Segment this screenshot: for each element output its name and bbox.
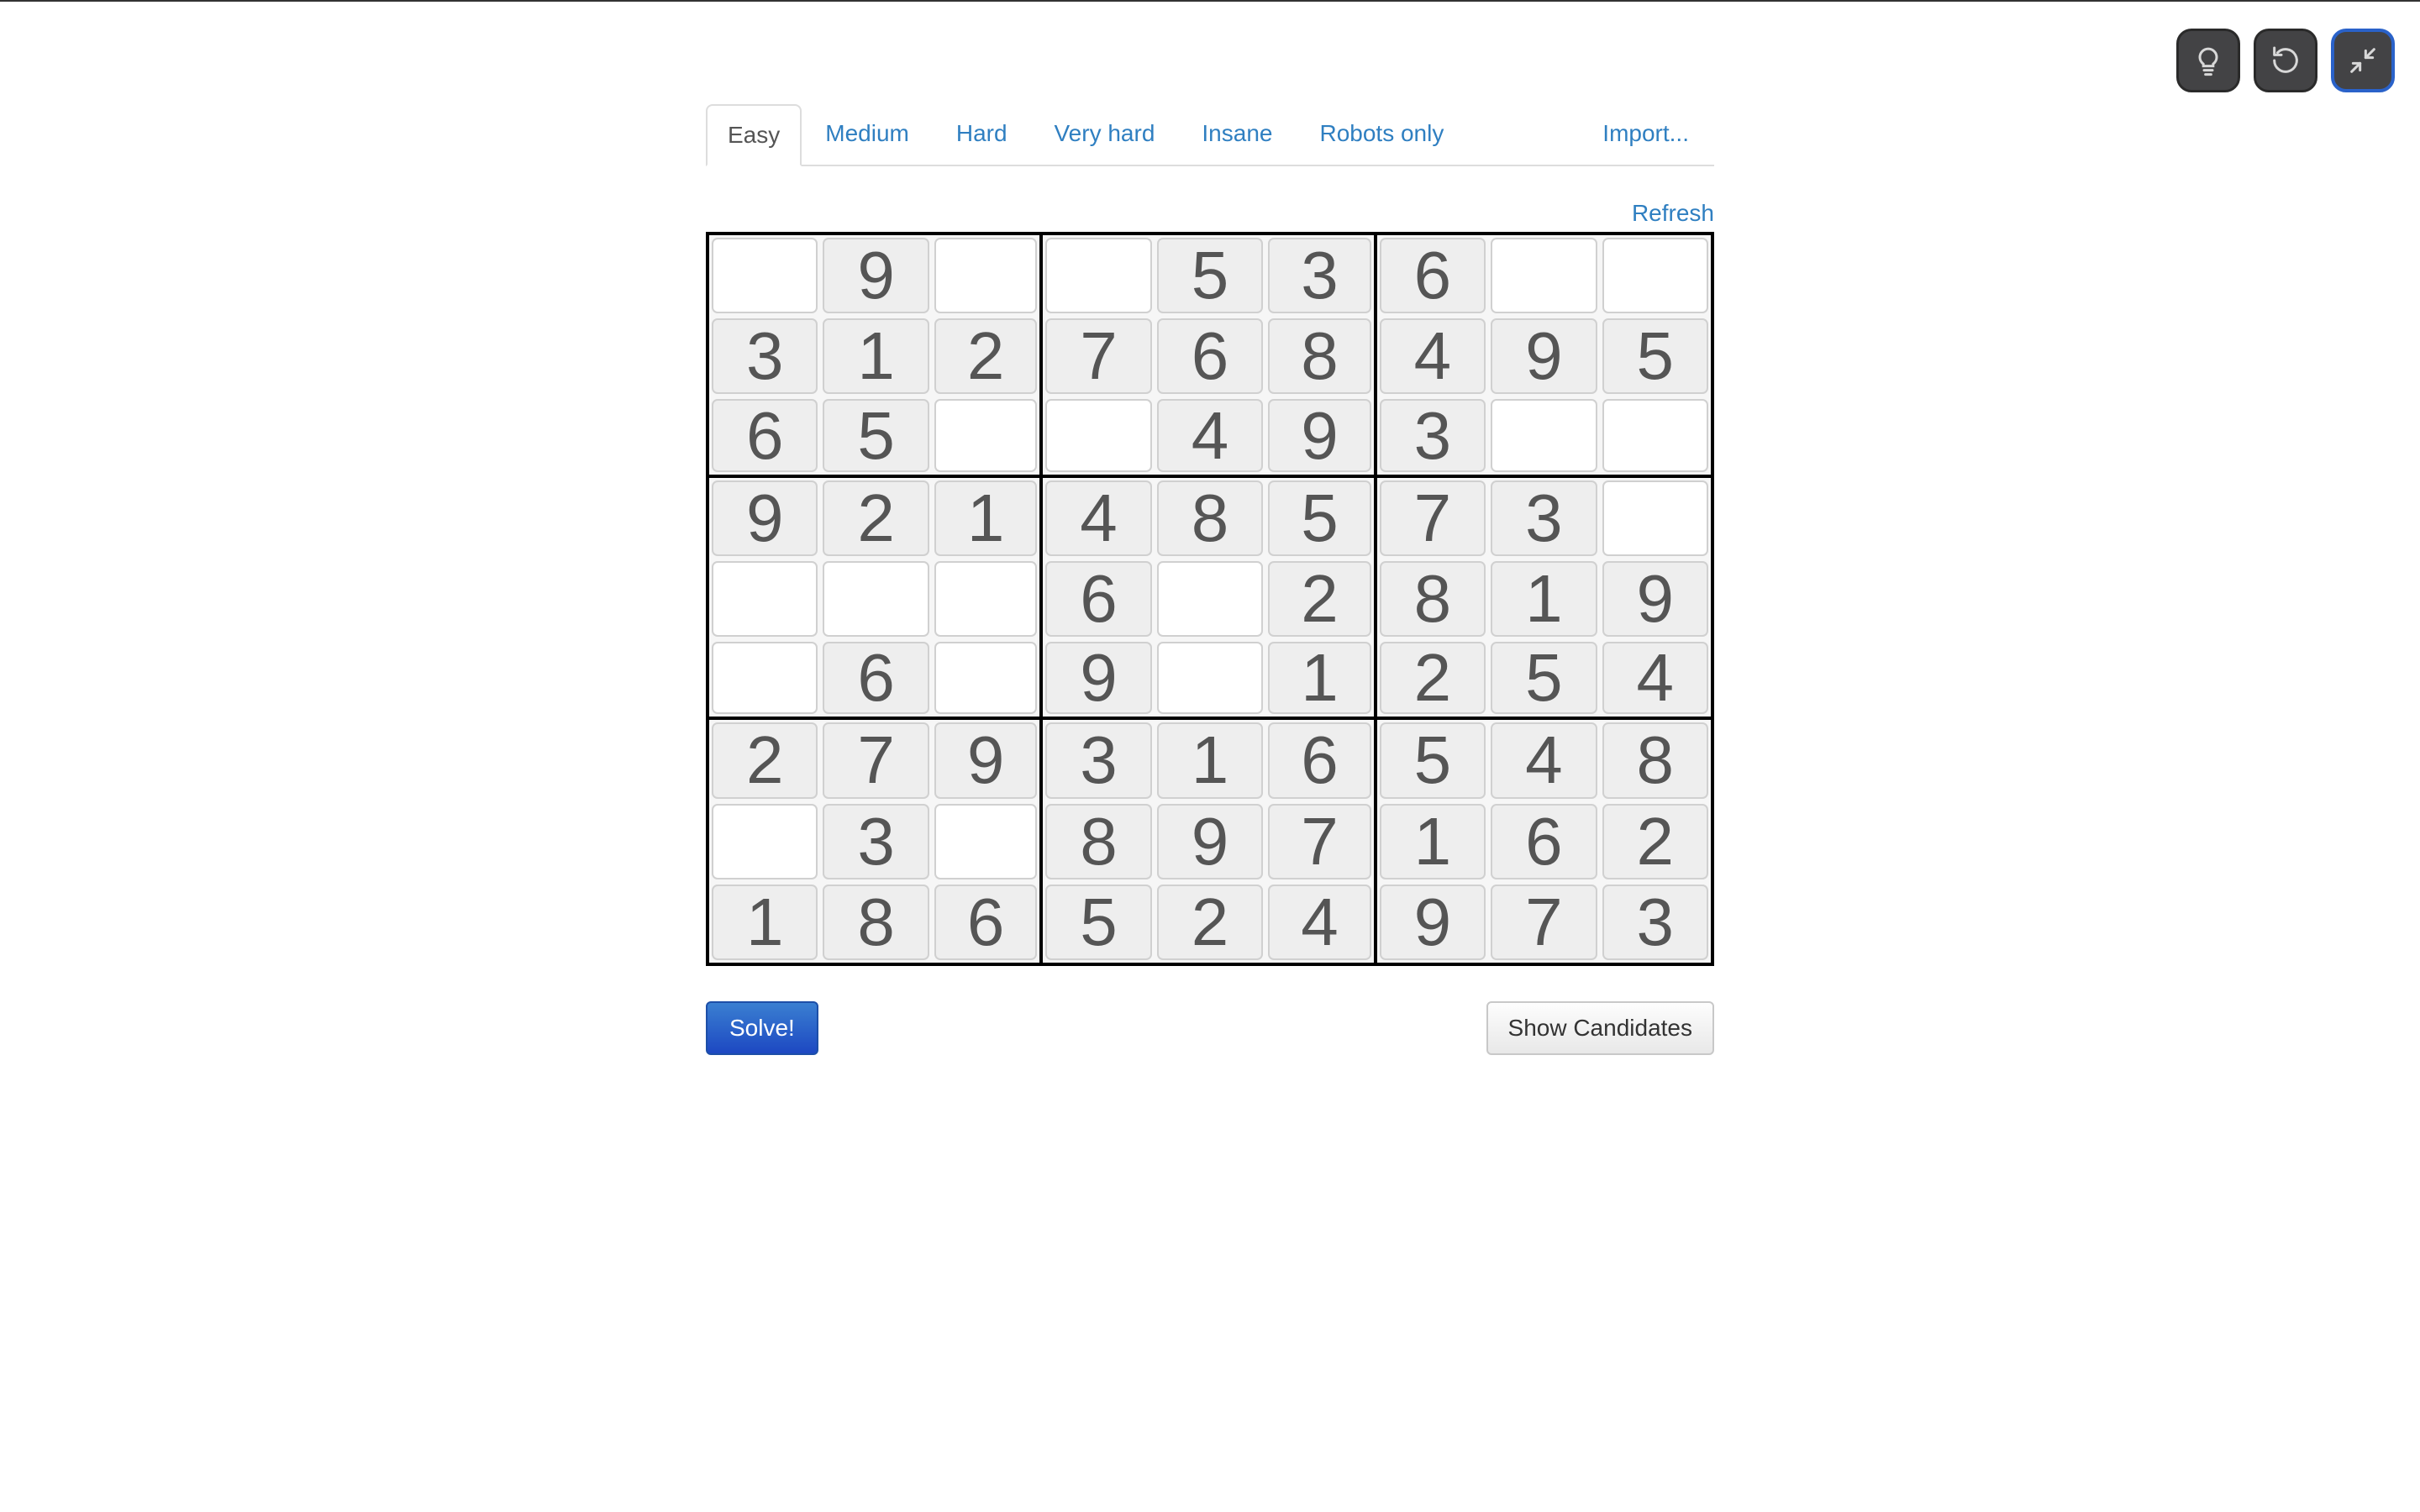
cell-value: 8 [1380,561,1486,637]
cell-value: 2 [1602,804,1708,879]
cell-value: 4 [1380,318,1486,394]
sudoku-cell[interactable] [1600,559,1711,639]
cell-value: 9 [1491,318,1597,394]
cell-value: 4 [1602,642,1708,714]
sudoku-cell[interactable] [1600,801,1711,882]
sudoku-cell[interactable] [1488,639,1599,720]
cell-value [934,399,1037,471]
sudoku-cell[interactable] [1265,639,1376,720]
cell-value: 1 [712,885,818,960]
cell-value: 9 [934,722,1037,798]
cell-value: 3 [1602,885,1708,960]
cell-value: 8 [823,885,929,960]
tab-hard[interactable]: Hard [955,120,1007,146]
tab-very-hard[interactable]: Very hard [1054,120,1155,146]
sudoku-cell[interactable] [932,801,1043,882]
sudoku-cell[interactable] [820,316,931,396]
sudoku-grid [706,232,1714,966]
minimize-icon [2346,44,2380,77]
cell-value [934,642,1037,714]
cell-value: 9 [1045,642,1151,714]
sudoku-cell[interactable] [1043,639,1154,720]
cell-value: 1 [1268,642,1370,714]
sudoku-cell[interactable] [1265,559,1376,639]
sudoku-cell[interactable] [709,396,820,477]
cell-value [1602,238,1708,313]
difficulty-tabs [706,102,1714,166]
cell-value [1491,399,1597,471]
cell-value: 6 [1380,238,1486,313]
sudoku-cell[interactable] [820,639,931,720]
sudoku-cell[interactable] [1377,559,1488,639]
cell-value: 7 [1491,885,1597,960]
cell-value: 6 [1157,318,1263,394]
cell-value: 4 [1045,480,1151,556]
cell-value [1045,238,1151,313]
sudoku-cell[interactable] [1265,316,1376,396]
sudoku-cell[interactable] [1600,478,1711,559]
sudoku-cell[interactable] [1600,639,1711,720]
sudoku-cell[interactable] [1043,478,1154,559]
cell-value [934,561,1037,637]
top-toolbar [2176,29,2395,92]
cell-value: 4 [1491,722,1597,798]
show-candidates-button[interactable]: Show Candidates [1486,1001,1714,1055]
cell-value: 8 [1268,318,1370,394]
rotate-ccw-icon [2269,44,2302,77]
cell-value [1602,399,1708,471]
sudoku-cell[interactable] [820,559,931,639]
sudoku-cell[interactable] [709,478,820,559]
cell-value: 5 [1268,480,1370,556]
sudoku-cell[interactable] [820,882,931,963]
sudoku-cell[interactable] [1488,396,1599,477]
sudoku-cell[interactable] [709,235,820,316]
cell-value: 2 [823,480,929,556]
sudoku-cell[interactable] [1043,801,1154,882]
sudoku-cell[interactable] [1155,639,1265,720]
sudoku-cell[interactable] [1265,720,1376,801]
cell-value: 2 [1268,561,1370,637]
sudoku-cell[interactable] [709,559,820,639]
cell-value: 2 [934,318,1037,394]
sudoku-cell[interactable] [1155,801,1265,882]
cell-value [1491,238,1597,313]
cell-value: 7 [1045,318,1151,394]
cell-value: 9 [712,480,818,556]
cell-value: 8 [1157,480,1263,556]
sudoku-cell[interactable] [1377,396,1488,477]
cell-value: 6 [712,399,818,471]
sudoku-cell[interactable] [1488,801,1599,882]
sudoku-cell[interactable] [932,882,1043,963]
cell-value: 4 [1157,399,1263,471]
sudoku-cell[interactable] [1488,478,1599,559]
cell-value [1045,399,1151,471]
cell-value: 5 [1157,238,1263,313]
cell-value [712,561,818,637]
sudoku-cell[interactable] [820,801,931,882]
cell-value [1602,480,1708,556]
sudoku-cell[interactable] [709,720,820,801]
cell-value [1157,561,1263,637]
sudoku-cell[interactable] [1155,396,1265,477]
sudoku-cell[interactable] [1488,235,1599,316]
sudoku-cell[interactable] [709,639,820,720]
cell-value: 1 [1380,804,1486,879]
cell-value: 3 [1268,238,1370,313]
sudoku-cell[interactable] [932,720,1043,801]
sudoku-cell[interactable] [932,235,1043,316]
cell-value: 9 [1157,804,1263,879]
cell-value: 2 [712,722,818,798]
cell-value: 1 [823,318,929,394]
lightbulb-icon [2191,44,2225,77]
sudoku-cell[interactable] [1377,882,1488,963]
cell-value: 5 [1380,722,1486,798]
sudoku-cell[interactable] [1265,801,1376,882]
tab-robots-only[interactable]: Robots only [1319,120,1444,146]
cell-value: 2 [1380,642,1486,714]
sudoku-cell[interactable] [1265,882,1376,963]
sudoku-cell[interactable] [1600,235,1711,316]
sudoku-cell[interactable] [1155,235,1265,316]
sudoku-cell[interactable] [1043,720,1154,801]
cell-value: 4 [1268,885,1370,960]
sudoku-cell[interactable] [932,639,1043,720]
sudoku-cell[interactable] [1488,316,1599,396]
sudoku-cell[interactable] [1155,478,1265,559]
sudoku-cell[interactable] [1377,478,1488,559]
cell-value [712,642,818,714]
sudoku-cell[interactable] [1377,639,1488,720]
sudoku-cell[interactable] [1377,720,1488,801]
sudoku-cell[interactable] [1600,396,1711,477]
sudoku-cell[interactable] [932,396,1043,477]
import-link[interactable]: Import... [1602,120,1689,146]
sudoku-cell[interactable] [1377,316,1488,396]
sudoku-cell[interactable] [1043,316,1154,396]
sudoku-cell[interactable] [820,478,931,559]
cell-value: 6 [823,642,929,714]
sudoku-cell[interactable] [709,801,820,882]
cell-value: 9 [823,238,929,313]
sudoku-cell[interactable] [709,316,820,396]
cell-value: 5 [1602,318,1708,394]
cell-value: 8 [1602,722,1708,798]
sudoku-cell[interactable] [1600,316,1711,396]
solve-button[interactable]: Solve! [706,1001,818,1055]
sudoku-cell[interactable] [1488,882,1599,963]
sudoku-cell[interactable] [820,396,931,477]
cell-value: 2 [1157,885,1263,960]
sudoku-cell[interactable] [1155,882,1265,963]
sudoku-cell[interactable] [1600,882,1711,963]
sudoku-cell[interactable] [1155,720,1265,801]
cell-value [1157,642,1263,714]
cell-value [934,804,1037,879]
sudoku-cell[interactable] [1155,316,1265,396]
cell-value: 7 [1268,804,1370,879]
tab-insane[interactable]: Insane [1202,120,1273,146]
sudoku-cell[interactable] [820,720,931,801]
tab-easy[interactable]: Easy [706,104,802,166]
sudoku-cell[interactable] [1155,559,1265,639]
cell-value: 5 [823,399,929,471]
sudoku-cell[interactable] [1377,235,1488,316]
cell-value: 6 [1491,804,1597,879]
sudoku-cell[interactable] [1265,478,1376,559]
sudoku-cell[interactable] [709,882,820,963]
tab-medium[interactable]: Medium [825,120,909,146]
sudoku-cell[interactable] [1600,720,1711,801]
sudoku-cell[interactable] [1043,235,1154,316]
cell-value: 1 [1157,722,1263,798]
sudoku-cell[interactable] [820,235,931,316]
cell-value: 3 [1045,722,1151,798]
cell-value: 3 [1380,399,1486,471]
sudoku-cell[interactable] [1043,882,1154,963]
cell-value: 1 [934,480,1037,556]
sudoku-cell[interactable] [1043,396,1154,477]
refresh-link[interactable]: Refresh [1631,200,1714,226]
cell-value: 9 [1602,561,1708,637]
cell-value: 5 [1045,885,1151,960]
sudoku-cell[interactable] [1488,559,1599,639]
cell-value: 3 [823,804,929,879]
cell-value: 6 [1268,722,1370,798]
sudoku-cell[interactable] [1043,559,1154,639]
cell-value [934,238,1037,313]
cell-value: 9 [1268,399,1370,471]
cell-value [712,804,818,879]
sudoku-cell[interactable] [1265,235,1376,316]
cell-value [823,561,929,637]
sudoku-cell[interactable] [1265,396,1376,477]
cell-value: 3 [712,318,818,394]
undo-button[interactable] [2254,29,2317,92]
cell-value: 6 [1045,561,1151,637]
hint-button[interactable] [2176,29,2240,92]
cell-value: 3 [1491,480,1597,556]
sudoku-cell[interactable] [932,478,1043,559]
minimize-button[interactable] [2331,29,2395,92]
cell-value [712,238,818,313]
cell-value: 1 [1491,561,1597,637]
sudoku-app [706,102,1714,1055]
sudoku-cell[interactable] [932,559,1043,639]
cell-value: 9 [1380,885,1486,960]
sudoku-cell[interactable] [1488,720,1599,801]
cell-value: 6 [934,885,1037,960]
sudoku-cell[interactable] [932,316,1043,396]
cell-value: 5 [1491,642,1597,714]
sudoku-cell[interactable] [1377,801,1488,882]
cell-value: 7 [823,722,929,798]
cell-value: 7 [1380,480,1486,556]
cell-value: 8 [1045,804,1151,879]
